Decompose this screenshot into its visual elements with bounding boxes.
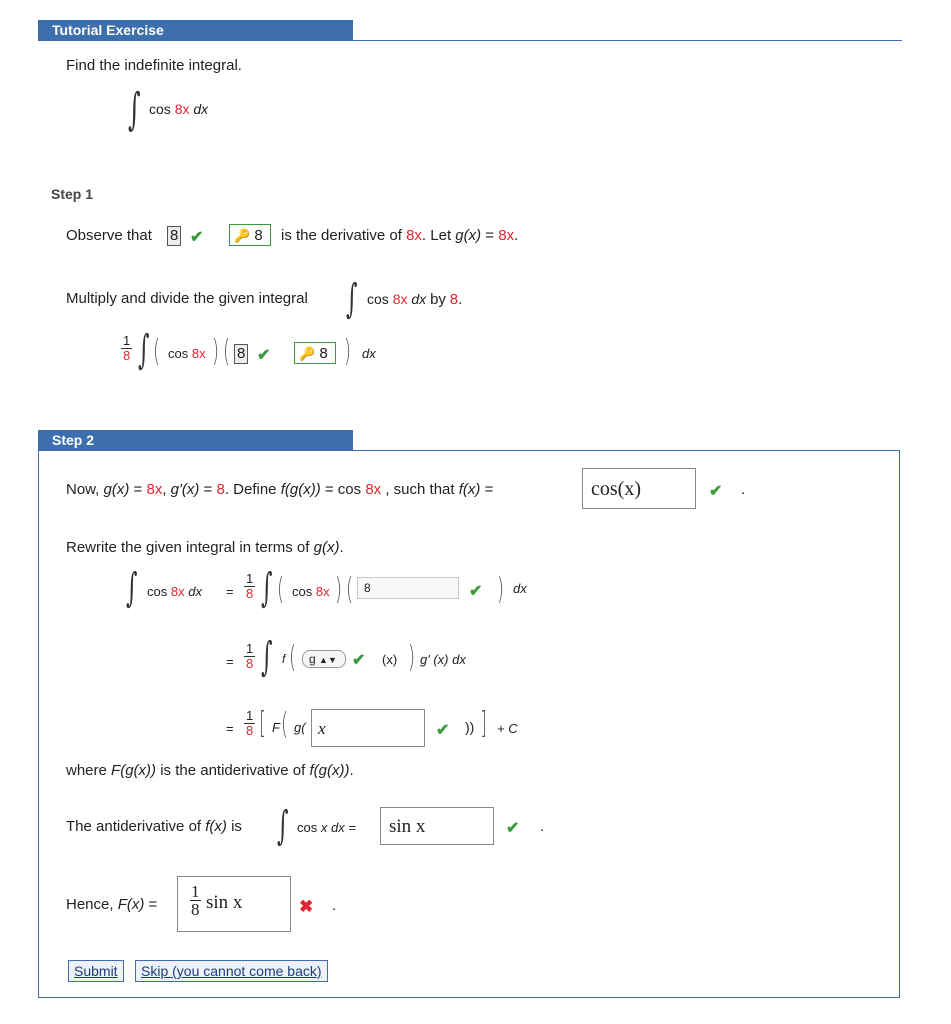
step2-header: Step 2 xyxy=(38,430,353,450)
paren-close: ) xyxy=(212,334,220,369)
skip-button[interactable]: Skip (you cannot come back) xyxy=(135,960,328,982)
check-icon: ✔ xyxy=(506,820,520,837)
line3-F: F xyxy=(272,720,280,735)
step1-multiply-integrand: cos 8x dx by 8. xyxy=(367,291,463,308)
paren-open: ( xyxy=(277,572,285,607)
line2-fraction: $\frac{1}{8}$ xyxy=(246,641,254,671)
line2-equals: = xyxy=(226,654,234,669)
integral-sign: ∫ xyxy=(138,327,150,373)
paren-open: ( xyxy=(346,572,354,607)
step1-label: Step 1 xyxy=(51,186,94,202)
check-icon: ✔ xyxy=(436,722,450,739)
period: . xyxy=(540,818,545,835)
paren-close: ) xyxy=(497,572,505,607)
anti-text: The antiderivative of f(x) is xyxy=(66,818,242,835)
step1-dx: dx xyxy=(362,346,376,361)
integral-sign: ∫ xyxy=(261,634,273,680)
paren-open: ( xyxy=(223,334,231,369)
step1-observe-text: Observe that xyxy=(66,227,152,244)
line2-gprime: g' (x) dx xyxy=(420,652,466,667)
line3-fraction: $\frac{1}{8}$ xyxy=(246,708,254,738)
header-rule xyxy=(38,40,902,41)
integral-sign: ∫ xyxy=(126,565,138,611)
period: . xyxy=(741,481,746,498)
line1-fraction: $\frac{1}{8}$ xyxy=(246,571,254,601)
paren-open: ( xyxy=(281,707,289,742)
paren-open: ( xyxy=(153,334,161,369)
line3-equals: = xyxy=(226,721,234,736)
paren-open: ( xyxy=(289,640,297,675)
line1-equals: = xyxy=(226,584,234,599)
line2-select[interactable]: g ▲▼ xyxy=(302,650,346,668)
rewrite-text: Rewrite the given integral in terms of g(x). xyxy=(66,539,344,556)
hence-text: Hence, F(x) = xyxy=(66,896,158,913)
submit-button[interactable]: Submit xyxy=(68,960,124,982)
key-icon: 🔑 xyxy=(234,228,251,243)
step1-fraction: $\frac{1}{8}$ xyxy=(123,333,131,363)
key-icon: 🔑 xyxy=(299,346,316,361)
line3-input[interactable]: x xyxy=(311,709,425,747)
x-mark-icon: ✖ xyxy=(299,897,314,916)
step1-multiply-text: Multiply and divide the given integral xyxy=(66,290,308,307)
step1-inner-key-box[interactable]: 🔑 8 xyxy=(294,342,336,364)
line3-C: + C xyxy=(497,721,518,736)
integral-sign: ∫ xyxy=(346,276,358,322)
line1-input[interactable]: 8 xyxy=(357,577,459,599)
step1-expr-cos: cos 8x xyxy=(168,346,206,361)
step1-key-box[interactable]: 🔑 8 xyxy=(229,224,271,246)
hence-sin: sin x xyxy=(206,892,243,913)
hence-answer-field[interactable] xyxy=(177,876,291,932)
problem-integrand: cos 8x dx xyxy=(149,101,209,117)
paren-close: ) xyxy=(344,334,352,369)
bracket-open: [ xyxy=(259,706,267,741)
step1-answer-box[interactable]: 8 xyxy=(167,226,181,246)
paren-close: ) xyxy=(335,572,343,607)
line2-x: (x) xyxy=(382,652,398,667)
period: . xyxy=(332,897,337,914)
check-icon: ✔ xyxy=(709,483,723,500)
anti-integrand: cos x dx = xyxy=(297,820,356,835)
tutorial-header: Tutorial Exercise xyxy=(38,20,353,40)
check-icon: ✔ xyxy=(469,583,483,600)
line1-dx: dx xyxy=(513,581,527,596)
bracket-close: ] xyxy=(480,706,488,741)
updown-arrow-icon: ▲▼ xyxy=(319,655,337,665)
integral-sign: ∫ xyxy=(277,803,289,849)
hence-fraction: 1 8 xyxy=(191,882,200,919)
line2-f: f xyxy=(282,652,286,666)
check-icon: ✔ xyxy=(352,652,366,669)
step1-inner-answer-box[interactable]: 8 xyxy=(234,344,248,364)
problem-prompt: Find the indefinite integral. xyxy=(66,57,242,74)
anti-answer-field[interactable]: sin x xyxy=(380,807,494,845)
step2-now-text: Now, g(x) = 8x, g'(x) = 8. Define f(g(x)) = cos 8x , such that f(x) = xyxy=(66,481,494,498)
check-icon: ✔ xyxy=(257,347,271,364)
integral-sign: ∫ xyxy=(128,84,141,135)
line1-integrand: cos 8x dx xyxy=(147,584,202,599)
line3-g: g( xyxy=(294,720,306,735)
integral-sign: ∫ xyxy=(261,565,273,611)
paren-close: ) xyxy=(408,640,416,675)
step1-derivative-text: is the derivative of 8x. Let g(x) = 8x. xyxy=(281,227,519,244)
line1-inner: cos 8x xyxy=(292,584,330,599)
where-text: where F(g(x)) is the antiderivative of f(g(x)). xyxy=(66,762,354,779)
line3-close: )) xyxy=(465,719,475,735)
fx-answer-field[interactable]: cos(x) xyxy=(582,468,696,509)
check-icon: ✔ xyxy=(190,229,204,246)
